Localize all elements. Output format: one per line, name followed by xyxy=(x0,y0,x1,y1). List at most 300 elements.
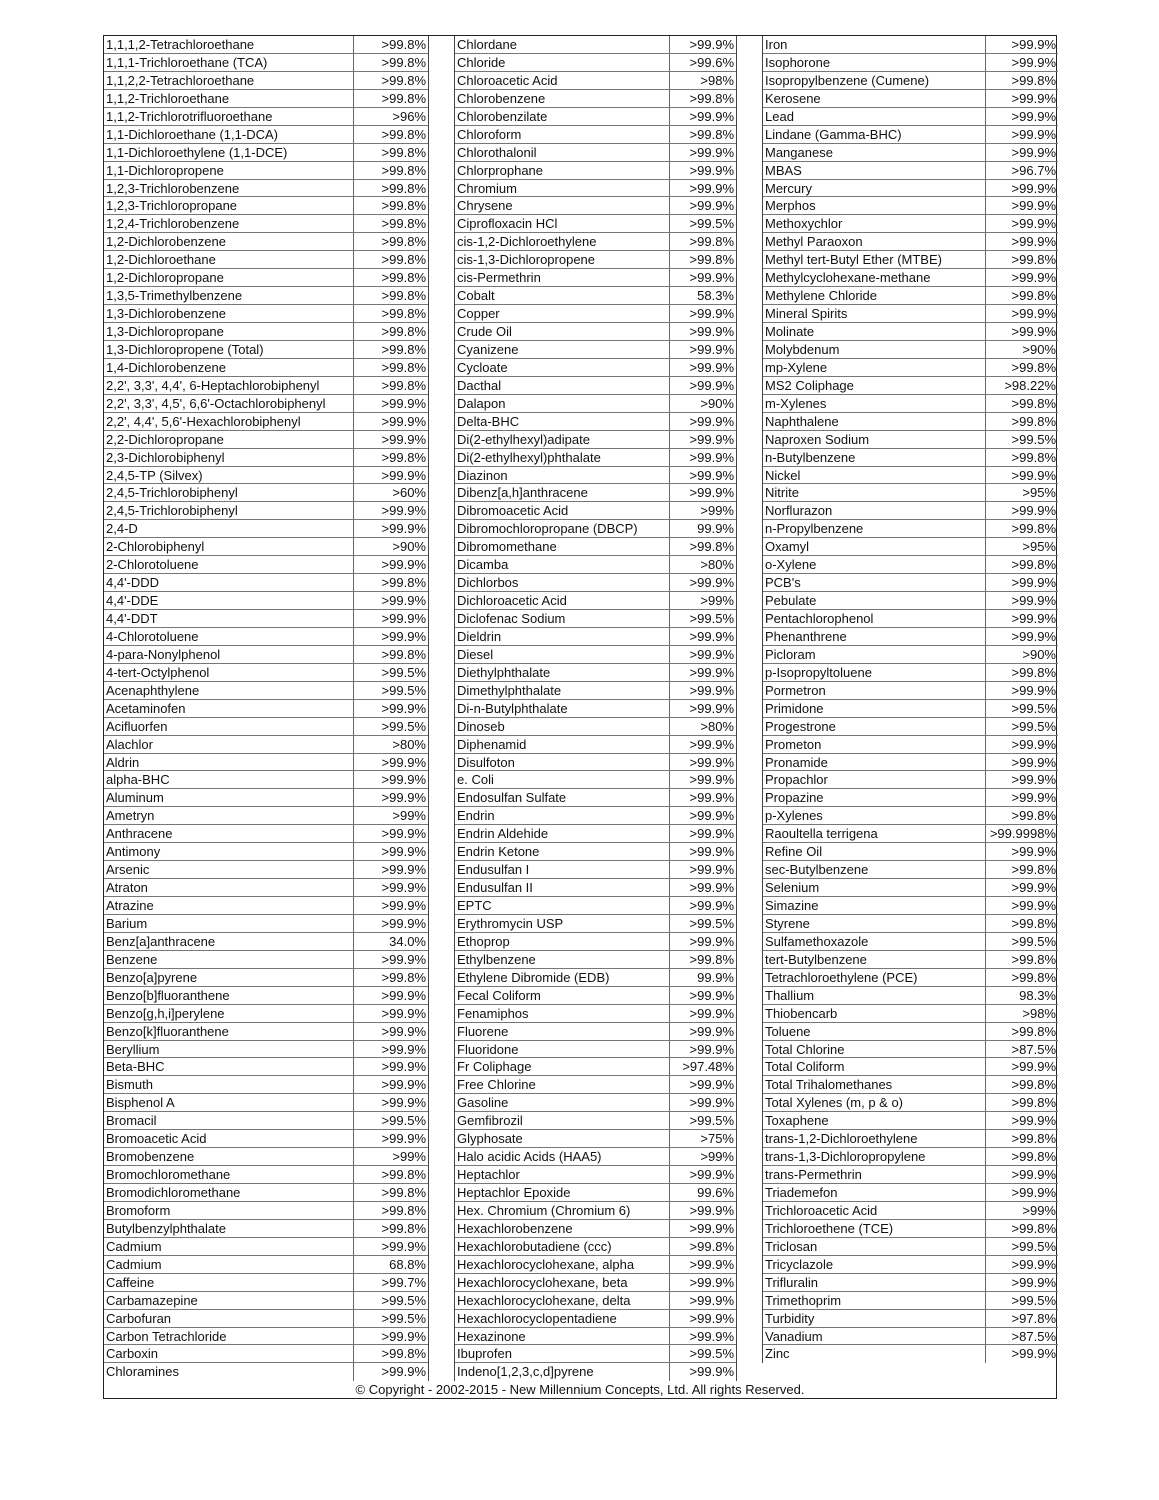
reduction-percent: >90% xyxy=(392,539,426,555)
contaminant-name: Trifluralin xyxy=(763,1274,986,1291)
table-row xyxy=(455,215,736,233)
reduction-percent: >99.9% xyxy=(689,790,734,806)
reduction-percent: >99.9% xyxy=(689,1310,734,1326)
contaminant-name: Hexachlorocyclohexane, delta xyxy=(455,1292,670,1309)
reduction-percent: >99.9% xyxy=(381,1095,426,1111)
reduction-percent: >99.8% xyxy=(381,377,426,393)
table-row xyxy=(763,1041,1058,1059)
contaminant-name: Carbamazepine xyxy=(104,1292,354,1309)
contaminant-name: Benzo[k]fluoranthene xyxy=(104,1023,354,1040)
contaminant-name: Delta-BHC xyxy=(455,413,670,430)
reduction-percent: >99% xyxy=(700,593,734,609)
table-row xyxy=(104,664,428,682)
table-row xyxy=(763,520,1058,538)
table-row xyxy=(455,1310,736,1328)
contaminant-name: 1,3-Dichloropropene (Total) xyxy=(104,341,354,358)
table-row xyxy=(763,861,1058,879)
reduction-percent: >99.9% xyxy=(689,467,734,483)
reduction-percent: >99.9% xyxy=(381,898,426,913)
reduction-percent: >99.5% xyxy=(381,718,426,734)
contaminant-name: Butylbenzylphthalate xyxy=(104,1220,354,1237)
table-row xyxy=(763,305,1058,323)
table-row xyxy=(763,664,1058,682)
reduction-percent: >99.5% xyxy=(1011,933,1056,949)
contaminant-name: Beryllium xyxy=(104,1041,354,1058)
reduction-percent: >99.9% xyxy=(381,844,426,860)
contaminant-name: Dibromomethane xyxy=(455,538,670,555)
table-row xyxy=(763,987,1058,1005)
reduction-percent: 58.3% xyxy=(697,288,734,304)
reduction-percent: >99.9% xyxy=(689,1328,734,1344)
contaminant-name: 1,3-Dichloropropane xyxy=(104,323,354,340)
table-row xyxy=(455,449,736,467)
table-row xyxy=(763,359,1058,377)
reduction-percent: >99.5% xyxy=(381,1113,426,1129)
reduction-percent: 68.8% xyxy=(389,1256,426,1272)
reduction-percent: >99.9% xyxy=(689,180,734,196)
contaminant-name: Selenium xyxy=(763,879,986,896)
contaminant-name: Methyl tert-Butyl Ether (MTBE) xyxy=(763,251,986,268)
table-row xyxy=(104,1310,428,1328)
contaminant-name: Hexachlorobenzene xyxy=(455,1220,670,1237)
contaminant-name: Benz[a]anthracene xyxy=(104,933,354,950)
table-row xyxy=(763,1345,1058,1363)
contaminant-name: Phenanthrene xyxy=(763,628,986,645)
reduction-percent: >99.8% xyxy=(381,270,426,286)
contaminant-name: Cobalt xyxy=(455,287,670,304)
contaminant-name: Molinate xyxy=(763,323,986,340)
table-row xyxy=(763,502,1058,520)
contaminant-name: Zinc xyxy=(763,1345,986,1363)
contaminant-name: Endrin Ketone xyxy=(455,843,670,860)
reduction-percent: >98.22% xyxy=(1004,377,1056,393)
reduction-percent: >99% xyxy=(392,808,426,824)
table-row xyxy=(763,162,1058,180)
table-row xyxy=(455,1202,736,1220)
reduction-percent: >99.9% xyxy=(689,1167,734,1183)
reduction-percent: >99.9% xyxy=(1011,216,1056,232)
reduction-percent: >99.9% xyxy=(689,341,734,357)
table-row xyxy=(455,467,736,485)
table-row xyxy=(763,789,1058,807)
reduction-percent: >99.8% xyxy=(381,969,426,985)
contaminant-name: Methylene Chloride xyxy=(763,287,986,304)
table-row xyxy=(104,1041,428,1059)
reduction-percent: >99.9% xyxy=(689,377,734,393)
contaminant-name: Cadmium xyxy=(104,1238,354,1255)
table-row xyxy=(104,162,428,180)
table-row xyxy=(104,413,428,431)
table-row xyxy=(455,484,736,502)
table-row xyxy=(763,431,1058,449)
reduction-percent: >99.8% xyxy=(381,1167,426,1183)
contaminant-name: Simazine xyxy=(763,897,986,914)
contaminant-name: 1,3-Dichlorobenzene xyxy=(104,305,354,322)
table-row xyxy=(455,1094,736,1112)
table-row xyxy=(763,233,1058,251)
contaminant-name: Mineral Spirits xyxy=(763,305,986,322)
table-row xyxy=(455,1041,736,1059)
table-row xyxy=(455,341,736,359)
table-row xyxy=(763,1292,1058,1310)
table-row xyxy=(763,915,1058,933)
reduction-percent: >99.9% xyxy=(381,431,426,447)
reduction-percent: >99.9% xyxy=(689,413,734,429)
table-row xyxy=(455,1256,736,1274)
contaminant-name: Diesel xyxy=(455,646,670,663)
reduction-percent: >80% xyxy=(392,736,426,752)
contaminant-name: Total Coliform xyxy=(763,1058,986,1075)
reduction-percent: >99.9% xyxy=(689,270,734,286)
contaminant-name: Glyphosate xyxy=(455,1130,670,1147)
contaminant-name: Dalapon xyxy=(455,395,670,412)
contaminant-name: Dinoseb xyxy=(455,718,670,735)
reduction-percent: >99.9% xyxy=(1011,503,1056,519)
table-row xyxy=(104,54,428,72)
table-row xyxy=(455,413,736,431)
reduction-percent: >99.9% xyxy=(381,521,426,537)
contaminant-name: Di(2-ethylhexyl)adipate xyxy=(455,431,670,448)
table-row xyxy=(104,1094,428,1112)
table-row xyxy=(763,269,1058,287)
table-row xyxy=(455,1238,736,1256)
table-row xyxy=(763,1274,1058,1292)
reduction-percent: >99.9% xyxy=(689,754,734,770)
reduction-percent: >99.9% xyxy=(1011,37,1056,52)
table-row xyxy=(104,951,428,969)
contaminant-name: Trichloroethene (TCE) xyxy=(763,1220,986,1237)
reduction-percent: >99.8% xyxy=(1011,808,1056,824)
table-row xyxy=(763,1148,1058,1166)
reduction-percent: >99.9% xyxy=(689,736,734,752)
table-row xyxy=(455,754,736,772)
contaminant-name: Dibromochloropropane (DBCP) xyxy=(455,520,670,537)
reduction-percent: >80% xyxy=(700,718,734,734)
table-row xyxy=(455,718,736,736)
contaminant-name: Chrysene xyxy=(455,197,670,214)
contaminant-name: Benzo[b]fluoranthene xyxy=(104,987,354,1004)
table-row xyxy=(455,861,736,879)
table-row xyxy=(763,825,1058,843)
contaminant-name: Diphenamid xyxy=(455,736,670,753)
contaminant-name: 2,4,5-TP (Silvex) xyxy=(104,467,354,484)
reduction-percent: >99.9% xyxy=(381,915,426,931)
table-row xyxy=(763,287,1058,305)
reduction-percent: >99.6% xyxy=(689,54,734,70)
reduction-percent: >99.8% xyxy=(381,341,426,357)
contaminant-name: trans-1,2-Dichloroethylene xyxy=(763,1130,986,1147)
reduction-percent: >99.9% xyxy=(1011,126,1056,142)
reduction-percent: >99.8% xyxy=(381,306,426,322)
table-row xyxy=(104,682,428,700)
table-row xyxy=(763,90,1058,108)
reduction-percent: >99.9% xyxy=(689,306,734,322)
table-row xyxy=(104,126,428,144)
contaminant-name: 1,1,2-Trichlorotrifluoroethane xyxy=(104,108,354,125)
contaminant-name: Barium xyxy=(104,915,354,932)
contaminant-name: Dimethylphthalate xyxy=(455,682,670,699)
reduction-percent: >99.9% xyxy=(689,198,734,214)
table-row xyxy=(455,377,736,395)
table-row xyxy=(763,879,1058,897)
reduction-percent: >99.8% xyxy=(381,162,426,178)
contaminant-name: trans-Permethrin xyxy=(763,1166,986,1183)
contaminant-name: Fecal Coliform xyxy=(455,987,670,1004)
reduction-percent: >99.9% xyxy=(1011,467,1056,483)
contaminant-name: Methylcyclohexane-methane xyxy=(763,269,986,286)
contaminant-name: 1,1-Dichloropropene xyxy=(104,162,354,179)
contaminant-name: PCB's xyxy=(763,574,986,591)
table-row xyxy=(763,1202,1058,1220)
reduction-percent: >80% xyxy=(700,557,734,573)
contaminant-name: Hexazinone xyxy=(455,1328,670,1345)
contaminant-name: 4-tert-Octylphenol xyxy=(104,664,354,681)
reduction-percent: >99.9% xyxy=(381,1059,426,1075)
reduction-percent: >99.8% xyxy=(381,72,426,88)
table-row xyxy=(763,377,1058,395)
table-row xyxy=(763,736,1058,754)
reduction-percent: >99.9% xyxy=(381,1364,426,1380)
table-row xyxy=(763,180,1058,198)
reduction-percent: >99.9% xyxy=(689,1077,734,1093)
table-row xyxy=(455,1345,736,1363)
table-row xyxy=(455,90,736,108)
contaminant-name: Hexachlorobutadiene (ccc) xyxy=(455,1238,670,1255)
table-row xyxy=(763,1238,1058,1256)
contaminant-name: Heptachlor Epoxide xyxy=(455,1184,670,1201)
contaminant-name: Hexachlorocyclohexane, beta xyxy=(455,1274,670,1291)
contaminant-name: Endosulfan Sulfate xyxy=(455,789,670,806)
contaminant-name: Benzene xyxy=(104,951,354,968)
table-row xyxy=(763,556,1058,574)
contaminant-name: MS2 Coliphage xyxy=(763,377,986,394)
reduction-percent: >99.9% xyxy=(1011,1113,1056,1129)
reduction-percent: >95% xyxy=(1022,485,1056,501)
contaminant-name: Ciprofloxacin HCl xyxy=(455,215,670,232)
contaminant-name: Pormetron xyxy=(763,682,986,699)
table-row xyxy=(763,1058,1058,1076)
reduction-percent: >98% xyxy=(700,72,734,88)
table-row xyxy=(455,682,736,700)
table-row xyxy=(104,771,428,789)
reduction-percent: >75% xyxy=(700,1131,734,1147)
reduction-percent: >99.9% xyxy=(689,933,734,949)
table-row xyxy=(104,502,428,520)
reduction-percent: >99.9% xyxy=(381,1077,426,1093)
contaminant-name: Arsenic xyxy=(104,861,354,878)
contaminant-table xyxy=(103,35,1057,1399)
reduction-percent: >99.8% xyxy=(381,180,426,196)
contaminant-name: Molybdenum xyxy=(763,341,986,358)
contaminant-name: Hexachlorocyclopentadiene xyxy=(455,1310,670,1327)
table-row xyxy=(455,1363,736,1381)
reduction-percent: >99.9% xyxy=(381,1023,426,1039)
reduction-percent: 34.0% xyxy=(389,933,426,949)
contaminant-name: Dichlorbos xyxy=(455,574,670,591)
table-row xyxy=(455,162,736,180)
table-row xyxy=(455,108,736,126)
contaminant-name: Dacthal xyxy=(455,377,670,394)
reduction-percent: >99.5% xyxy=(381,1292,426,1308)
reduction-percent: >99.9% xyxy=(1011,754,1056,770)
reduction-percent: >99.9% xyxy=(381,951,426,967)
contaminant-name: Triademefon xyxy=(763,1184,986,1201)
reduction-percent: >99.5% xyxy=(1011,718,1056,734)
table-row xyxy=(104,1058,428,1076)
table-row xyxy=(455,1130,736,1148)
table-row xyxy=(763,36,1058,54)
table-row xyxy=(455,574,736,592)
table-row xyxy=(104,1166,428,1184)
table-row xyxy=(104,915,428,933)
contaminant-name: Gasoline xyxy=(455,1094,670,1111)
contaminant-name: Aldrin xyxy=(104,754,354,771)
contaminant-name: Acenaphthylene xyxy=(104,682,354,699)
table-row xyxy=(763,449,1058,467)
contaminant-name: tert-Butylbenzene xyxy=(763,951,986,968)
table-row xyxy=(455,987,736,1005)
reduction-percent: >99.5% xyxy=(689,611,734,626)
reduction-percent: >99.9% xyxy=(381,503,426,519)
reduction-percent: >99.9% xyxy=(381,987,426,1003)
table-row xyxy=(104,377,428,395)
contaminant-name: Raoultella terrigena xyxy=(763,825,986,842)
table-row xyxy=(455,1076,736,1094)
contaminant-name: 4-Chlorotoluene xyxy=(104,628,354,645)
contaminant-name: Pebulate xyxy=(763,592,986,609)
contaminant-name: Tricyclazole xyxy=(763,1256,986,1273)
reduction-percent: >99% xyxy=(700,503,734,519)
table-row xyxy=(104,1256,428,1274)
reduction-percent: >99.9% xyxy=(381,467,426,483)
contaminant-name: Hexachlorocyclohexane, alpha xyxy=(455,1256,670,1273)
reduction-percent: >99.9% xyxy=(689,1095,734,1111)
contaminant-name: Total Trihalomethanes xyxy=(763,1076,986,1093)
table-row xyxy=(455,359,736,377)
reduction-percent: >99.9% xyxy=(1011,180,1056,196)
contaminant-name: Kerosene xyxy=(763,90,986,107)
contaminant-name: Chlorobenzilate xyxy=(455,108,670,125)
contaminant-name: Propazine xyxy=(763,789,986,806)
contaminant-name: 1,2-Dichloropropane xyxy=(104,269,354,286)
reduction-percent: >99.8% xyxy=(1011,969,1056,985)
contaminant-name: Ibuprofen xyxy=(455,1345,670,1362)
reduction-percent: >99.8% xyxy=(381,324,426,339)
table-row xyxy=(104,1148,428,1166)
reduction-percent: >99.5% xyxy=(689,915,734,931)
contaminant-name: Naproxen Sodium xyxy=(763,431,986,448)
contaminant-name: 4,4'-DDT xyxy=(104,610,354,627)
table-row xyxy=(455,915,736,933)
reduction-percent: 99.6% xyxy=(697,1185,734,1200)
table-row xyxy=(104,843,428,861)
contaminant-name: Bromodichloromethane xyxy=(104,1184,354,1201)
reduction-percent: >99% xyxy=(700,1149,734,1165)
table-row xyxy=(104,395,428,413)
reduction-percent: >99.9% xyxy=(381,1041,426,1057)
reduction-percent: >99.9% xyxy=(689,880,734,896)
reduction-percent: >99.9% xyxy=(689,108,734,124)
contaminant-name: alpha-BHC xyxy=(104,771,354,788)
reduction-percent: >97.8% xyxy=(1011,1310,1056,1326)
contaminant-name: o-Xylene xyxy=(763,556,986,573)
table-row xyxy=(763,1166,1058,1184)
reduction-percent: >99.9% xyxy=(689,1364,734,1380)
reduction-percent: >99.8% xyxy=(381,575,426,591)
table-row xyxy=(763,843,1058,861)
reduction-percent: >90% xyxy=(1022,646,1056,662)
contaminant-name: Dieldrin xyxy=(455,628,670,645)
table-row xyxy=(763,341,1058,359)
reduction-percent: >99.8% xyxy=(1011,862,1056,878)
reduction-percent: >99.9% xyxy=(689,359,734,375)
contaminant-name: 1,1,1,2-Tetrachloroethane xyxy=(104,36,354,53)
reduction-percent: >99.9% xyxy=(1011,736,1056,752)
contaminant-name: Endusulfan II xyxy=(455,879,670,896)
contaminant-name: Acetaminofen xyxy=(104,700,354,717)
contaminant-name: Crude Oil xyxy=(455,323,670,340)
reduction-percent: >99.9% xyxy=(1011,682,1056,698)
table-row xyxy=(455,72,736,90)
reduction-percent: >99.9% xyxy=(689,37,734,52)
contaminant-name: Bromoacetic Acid xyxy=(104,1130,354,1147)
table-row xyxy=(104,520,428,538)
table-row xyxy=(763,484,1058,502)
reduction-percent: >99.8% xyxy=(1011,557,1056,573)
contaminant-name: cis-1,3-Dichloropropene xyxy=(455,251,670,268)
table-row xyxy=(104,287,428,305)
table-row xyxy=(455,1184,736,1202)
table-row xyxy=(763,54,1058,72)
contaminant-name: Vanadium xyxy=(763,1328,986,1345)
table-row xyxy=(104,789,428,807)
table-row xyxy=(104,269,428,287)
table-row xyxy=(763,1184,1058,1202)
contaminant-name: 1,2,4-Trichlorobenzene xyxy=(104,215,354,232)
reduction-percent: >99.5% xyxy=(689,1346,734,1362)
table-row xyxy=(763,1112,1058,1130)
contaminant-name: Diazinon xyxy=(455,467,670,484)
table-row xyxy=(104,1328,428,1346)
contaminant-name: 1,1,2-Trichloroethane xyxy=(104,90,354,107)
table-row xyxy=(763,1130,1058,1148)
contaminant-name: Manganese xyxy=(763,144,986,161)
contaminant-name: Bisphenol A xyxy=(104,1094,354,1111)
contaminant-name: Turbidity xyxy=(763,1310,986,1327)
table-row xyxy=(455,610,736,628)
contaminant-name: Dibromoacetic Acid xyxy=(455,502,670,519)
table-row xyxy=(763,1023,1058,1041)
table-row xyxy=(104,215,428,233)
contaminant-name: 1,2,3-Trichlorobenzene xyxy=(104,180,354,197)
table-row xyxy=(455,700,736,718)
reduction-percent: >99.8% xyxy=(1011,1023,1056,1039)
table-row xyxy=(104,861,428,879)
table-row xyxy=(104,197,428,215)
contaminant-name: Free Chlorine xyxy=(455,1076,670,1093)
contaminant-name: Diethylphthalate xyxy=(455,664,670,681)
contaminant-name: Thiobencarb xyxy=(763,1005,986,1022)
contaminant-name: Chlorothalonil xyxy=(455,144,670,161)
table-row xyxy=(455,1112,736,1130)
table-row xyxy=(455,36,736,54)
contaminant-name: Progestrone xyxy=(763,718,986,735)
contaminant-name: Aluminum xyxy=(104,789,354,806)
table-row xyxy=(763,754,1058,772)
table-row xyxy=(455,502,736,520)
contaminant-name: Trimethoprim xyxy=(763,1292,986,1309)
reduction-percent: >99.9% xyxy=(689,808,734,824)
